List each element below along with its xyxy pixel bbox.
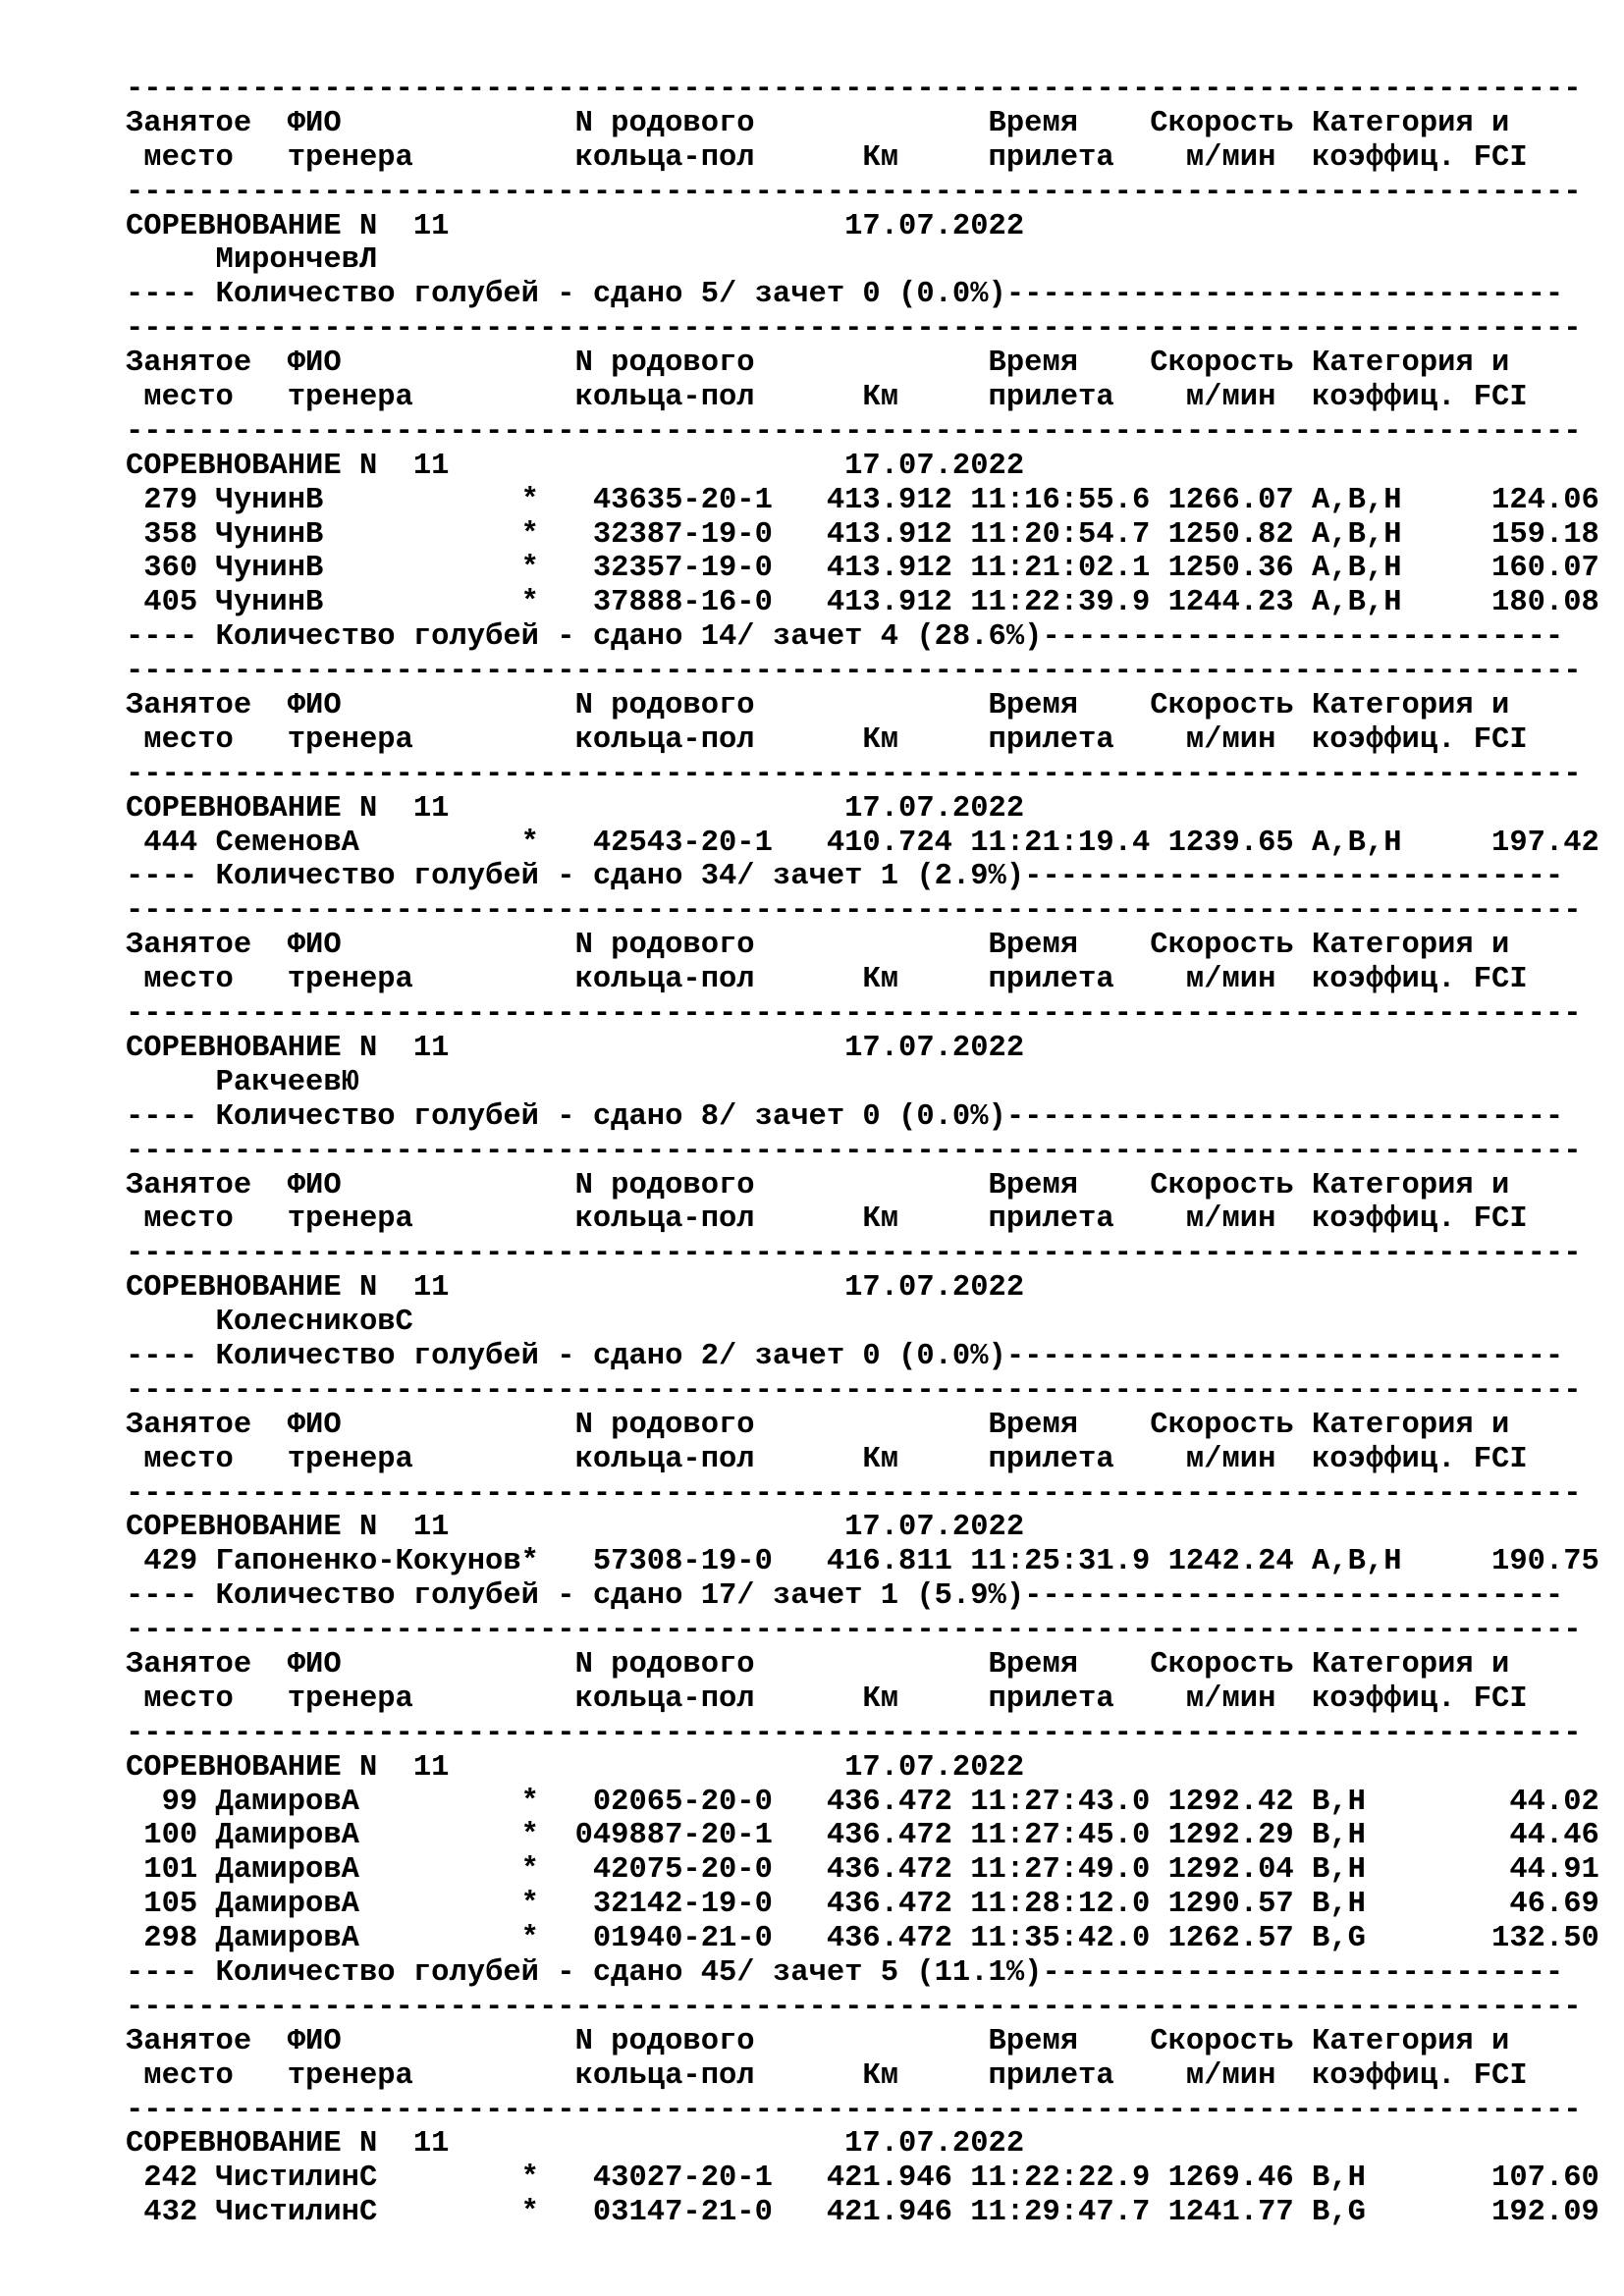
- result-row: 100 ДамировА * 049887-20-1 436.472 11:27:45.0 1292.29 B,H 44.46: [126, 1819, 1599, 1853]
- separator-line: ---------------------------------------------------------------------------------: [126, 1716, 1582, 1750]
- separator-line: ---------------------------------------------------------------------------------: [126, 1134, 1582, 1168]
- result-row: 105 ДамировА * 32142-19-0 436.472 11:28:12.0 1290.57 B,H 46.69: [126, 1888, 1599, 1922]
- result-row: 429 Гапоненко-Кокунов* 57308-19-0 416.811 11:25:31.9 1242.24 A,B,H 190.75: [126, 1545, 1599, 1579]
- separator-line: ---------------------------------------------------------------------------------: [126, 894, 1582, 929]
- fancier-name: КолесниковС: [126, 1306, 413, 1340]
- result-row: 101 ДамировА * 42075-20-0 436.472 11:27:49.0 1292.04 B,H 44.91: [126, 1853, 1599, 1888]
- result-row: 405 ЧунинВ * 37888-16-0 413.912 11:22:39.9 1244.23 A,B,H 180.08: [126, 586, 1599, 620]
- competition-header: СОРЕВНОВАНИЕ N 11 17.07.2022: [126, 1031, 1025, 1065]
- column-header: место тренера кольца-пол Км прилета м/мин коэффиц. FCI: [126, 140, 1528, 175]
- result-row: 298 ДамировА * 01940-21-0 436.472 11:35:42.0 1262.57 B,G 132.50: [126, 1922, 1599, 1956]
- summary-line: ---- Количество голубей - сдано 2/ зачет 0 (0.0%)-------------------------------: [126, 1339, 1564, 1373]
- separator-line: ---------------------------------------------------------------------------------: [126, 1614, 1582, 1648]
- column-header: Занятое ФИО N родового Время Скорость Категория и: [126, 689, 1510, 723]
- column-header: Занятое ФИО N родового Время Скорость Категория и: [126, 347, 1510, 381]
- column-header: место тренера кольца-пол Км прилета м/мин коэффиц. FCI: [126, 1202, 1528, 1237]
- result-row: 99 ДамировА * 02065-20-0 436.472 11:27:43.0 1292.42 B,H 44.02: [126, 1785, 1599, 1819]
- summary-line: ---- Количество голубей - сдано 8/ зачет 0 (0.0%)-------------------------------: [126, 1099, 1564, 1134]
- separator-line: ---------------------------------------------------------------------------------: [126, 2093, 1582, 2127]
- column-header: Занятое ФИО N родового Время Скорость Категория и: [126, 106, 1510, 140]
- results-report: [126, 73, 1599, 2230]
- column-header: место тренера кольца-пол Км прилета м/мин коэффиц. FCI: [126, 1682, 1528, 1716]
- fancier-name: МирончевЛ: [126, 243, 378, 278]
- column-header: место тренера кольца-пол Км прилета м/мин коэффиц. FCI: [126, 2058, 1528, 2093]
- result-row: 358 ЧунинВ * 32387-19-0 413.912 11:20:54.7 1250.82 A,B,H 159.18: [126, 517, 1599, 552]
- summary-line: ---- Количество голубей - сдано 17/ зачет 1 (5.9%)------------------------------: [126, 1579, 1564, 1614]
- summary-line: ---- Количество голубей - сдано 5/ зачет 0 (0.0%)-------------------------------: [126, 278, 1564, 312]
- summary-line: ---- Количество голубей - сдано 34/ зачет 1 (2.9%)------------------------------: [126, 860, 1564, 894]
- result-row: 432 ЧистилинС * 03147-21-0 421.946 11:29:47.7 1241.77 B,G 192.09: [126, 2196, 1599, 2230]
- column-header: место тренера кольца-пол Км прилета м/мин коэффиц. FCI: [126, 722, 1528, 757]
- separator-line: ---------------------------------------------------------------------------------: [126, 414, 1582, 449]
- summary-line: ---- Количество голубей - сдано 14/ зачет 4 (28.6%)-----------------------------: [126, 620, 1564, 655]
- separator-line: ---------------------------------------------------------------------------------: [126, 175, 1582, 209]
- column-header: Занятое ФИО N родового Время Скорость Категория и: [126, 1647, 1510, 1682]
- separator-line: ---------------------------------------------------------------------------------: [126, 997, 1582, 1032]
- competition-header: СОРЕВНОВАНИЕ N 11 17.07.2022: [126, 449, 1025, 483]
- separator-line: ---------------------------------------------------------------------------------: [126, 757, 1582, 791]
- column-header: место тренера кольца-пол Км прилета м/мин коэффиц. FCI: [126, 1442, 1528, 1476]
- separator-line: ---------------------------------------------------------------------------------: [126, 655, 1582, 689]
- summary-line: ---- Количество голубей - сдано 45/ зачет 5 (11.1%)-----------------------------: [126, 1955, 1564, 1990]
- separator-line: ---------------------------------------------------------------------------------: [126, 1373, 1582, 1408]
- fancier-name: РакчеевЮ: [126, 1065, 359, 1099]
- column-header: Занятое ФИО N родового Время Скорость Категория и: [126, 1408, 1510, 1442]
- column-header: Занятое ФИО N родового Время Скорость Категория и: [126, 1168, 1510, 1202]
- column-header: место тренера кольца-пол Км прилета м/мин коэффиц. FCI: [126, 381, 1528, 415]
- separator-line: ---------------------------------------------------------------------------------: [126, 312, 1582, 347]
- competition-header: СОРЕВНОВАНИЕ N 11 17.07.2022: [126, 791, 1025, 826]
- competition-header: СОРЕВНОВАНИЕ N 11 17.07.2022: [126, 1271, 1025, 1306]
- competition-header: СОРЕВНОВАНИЕ N 11 17.07.2022: [126, 209, 1025, 243]
- column-header: Занятое ФИО N родового Время Скорость Категория и: [126, 929, 1510, 963]
- result-row: 242 ЧистилинС * 43027-20-1 421.946 11:22:22.9 1269.46 B,H 107.60: [126, 2162, 1599, 2196]
- separator-line: ---------------------------------------------------------------------------------: [126, 73, 1582, 106]
- competition-header: СОРЕВНОВАНИЕ N 11 17.07.2022: [126, 2127, 1025, 2162]
- result-row: 444 СеменовА * 42543-20-1 410.724 11:21:19.4 1239.65 A,B,H 197.42: [126, 826, 1599, 860]
- separator-line: ---------------------------------------------------------------------------------: [126, 1990, 1582, 2024]
- result-row: 360 ЧунинВ * 32357-19-0 413.912 11:21:02.1 1250.36 A,B,H 160.07: [126, 552, 1599, 586]
- column-header: место тренера кольца-пол Км прилета м/мин коэффиц. FCI: [126, 963, 1528, 997]
- separator-line: ---------------------------------------------------------------------------------: [126, 1476, 1582, 1511]
- column-header: Занятое ФИО N родового Время Скорость Категория и: [126, 2024, 1510, 2058]
- separator-line: ---------------------------------------------------------------------------------: [126, 1237, 1582, 1271]
- competition-header: СОРЕВНОВАНИЕ N 11 17.07.2022: [126, 1511, 1025, 1545]
- result-row: 279 ЧунинВ * 43635-20-1 413.912 11:16:55.6 1266.07 A,B,H 124.06: [126, 483, 1599, 517]
- competition-header: СОРЕВНОВАНИЕ N 11 17.07.2022: [126, 1750, 1025, 1785]
